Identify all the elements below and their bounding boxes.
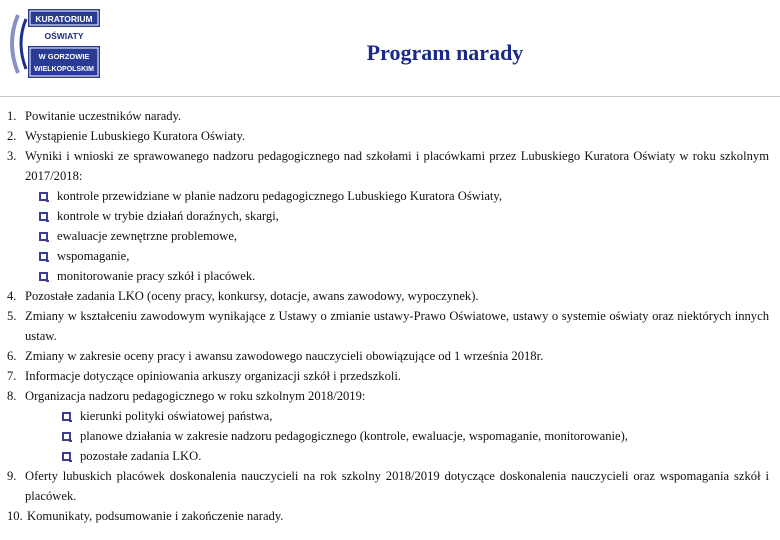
logo-graphic bbox=[4, 3, 104, 83]
item-number: 8. bbox=[7, 389, 17, 403]
header-divider bbox=[0, 96, 780, 97]
logo-block-bottom bbox=[28, 46, 100, 78]
checkbox-bullet-icon bbox=[39, 272, 48, 281]
agenda-item-6 bbox=[7, 346, 769, 366]
logo-line1: KURATORIUM bbox=[35, 14, 93, 24]
item-text: Oferty lubuskich placówek doskonalenia nauczycieli na rok szkolny 2018/2019 dotyczące doskonalenia nauczycieli oraz wspomagania szkół i placówek. bbox=[25, 469, 769, 503]
item-number: 6. bbox=[7, 349, 17, 363]
agenda-item-2 bbox=[7, 126, 769, 146]
item-text: Wystąpienie Lubuskiego Kuratora Oświaty. bbox=[25, 129, 246, 143]
item-number: 2. bbox=[7, 129, 17, 143]
agenda-subitem bbox=[7, 186, 769, 206]
agenda-item-10 bbox=[7, 506, 769, 526]
agenda-list bbox=[7, 106, 769, 526]
checkbox-bullet-icon bbox=[39, 232, 48, 241]
item-number: 9. bbox=[7, 469, 17, 483]
checkbox-bullet-icon bbox=[39, 192, 48, 201]
kuratorium-logo bbox=[4, 3, 104, 83]
logo-arc-inner bbox=[21, 19, 26, 69]
page-title: Program narady bbox=[366, 40, 524, 65]
item-text: Zmiany w zakresie oceny pracy i awansu zawodowego nauczycieli obowiązujące od 1 września 2018r. bbox=[25, 349, 544, 363]
agenda-subitem bbox=[7, 266, 769, 286]
subitem-text: kierunki polityki oświatowej państwa, bbox=[80, 409, 273, 423]
logo-line2: OŚWIATY bbox=[44, 31, 84, 41]
subitem-text: planowe działania w zakresie nadzoru pedagogicznego (kontrole, ewaluacje, wspomaganie, monitorowanie), bbox=[80, 429, 628, 443]
item-number: 5. bbox=[7, 309, 17, 323]
agenda-item-7 bbox=[7, 366, 769, 386]
item-text: Pozostałe zadania LKO (oceny pracy, konkursy, dotacje, awans zawodowy, wypoczynek). bbox=[25, 289, 479, 303]
checkbox-bullet-icon bbox=[62, 432, 71, 441]
agenda-subitem bbox=[7, 206, 769, 226]
subitem-text: pozostałe zadania LKO. bbox=[80, 449, 202, 463]
checkbox-bullet-icon bbox=[62, 412, 71, 421]
item-number: 1. bbox=[7, 109, 17, 123]
item-text: Powitanie uczestników narady. bbox=[25, 109, 182, 123]
agenda-item-4 bbox=[7, 286, 769, 306]
subitem-text: kontrole w trybie działań doraźnych, skargi, bbox=[57, 209, 279, 223]
item-number: 7. bbox=[7, 369, 17, 383]
checkbox-bullet-icon bbox=[39, 212, 48, 221]
agenda-item-1 bbox=[7, 106, 769, 126]
logo-line3: W GORZOWIE bbox=[38, 52, 90, 61]
item-text: Organizacja nadzoru pedagogicznego w roku szkolnym 2018/2019: bbox=[25, 389, 366, 403]
item-number: 10. bbox=[7, 509, 23, 523]
agenda-subitem bbox=[7, 226, 769, 246]
subitem-text: ewaluacje zewnętrzne problemowe, bbox=[57, 229, 238, 243]
agenda-item-5 bbox=[7, 306, 769, 346]
agenda-item-8 bbox=[7, 386, 769, 406]
item-text: Informacje dotyczące opiniowania arkuszy organizacji szkół i przedszkoli. bbox=[25, 369, 402, 383]
agenda-subitem bbox=[7, 406, 769, 426]
item-number: 3. bbox=[7, 149, 17, 163]
subitem-text: monitorowanie pracy szkół i placówek. bbox=[57, 269, 256, 283]
subitem-text: kontrole przewidziane w planie nadzoru pedagogicznego Lubuskiego Kuratora Oświaty, bbox=[57, 189, 503, 203]
logo-arc-outer bbox=[12, 15, 18, 73]
subitem-text: wspomaganie, bbox=[57, 249, 130, 263]
agenda-item-9 bbox=[7, 466, 769, 506]
checkbox-bullet-icon bbox=[62, 452, 71, 461]
agenda-subitem bbox=[7, 246, 769, 266]
checkbox-bullet-icon bbox=[39, 252, 48, 261]
item-text: Wyniki i wnioski ze sprawowanego nadzoru pedagogicznego nad szkołami i placówkami przez Lubuskiego Kuratora Oświaty w roku szkolnym 2017/2018: bbox=[25, 149, 769, 183]
agenda-subitem bbox=[7, 446, 769, 466]
agenda-item-3 bbox=[7, 146, 769, 186]
item-text: Zmiany w kształceniu zawodowym wynikające z Ustawy o zmianie ustawy-Prawo Oświatowe, ustawy o systemie oświaty oraz niektórych innych ustaw. bbox=[25, 309, 769, 343]
logo-line4: WIELKOPOLSKIM bbox=[34, 66, 94, 73]
item-text: Komunikaty, podsumowanie i zakończenie narady. bbox=[27, 509, 284, 523]
item-number: 4. bbox=[7, 289, 17, 303]
agenda-subitem bbox=[7, 426, 769, 446]
